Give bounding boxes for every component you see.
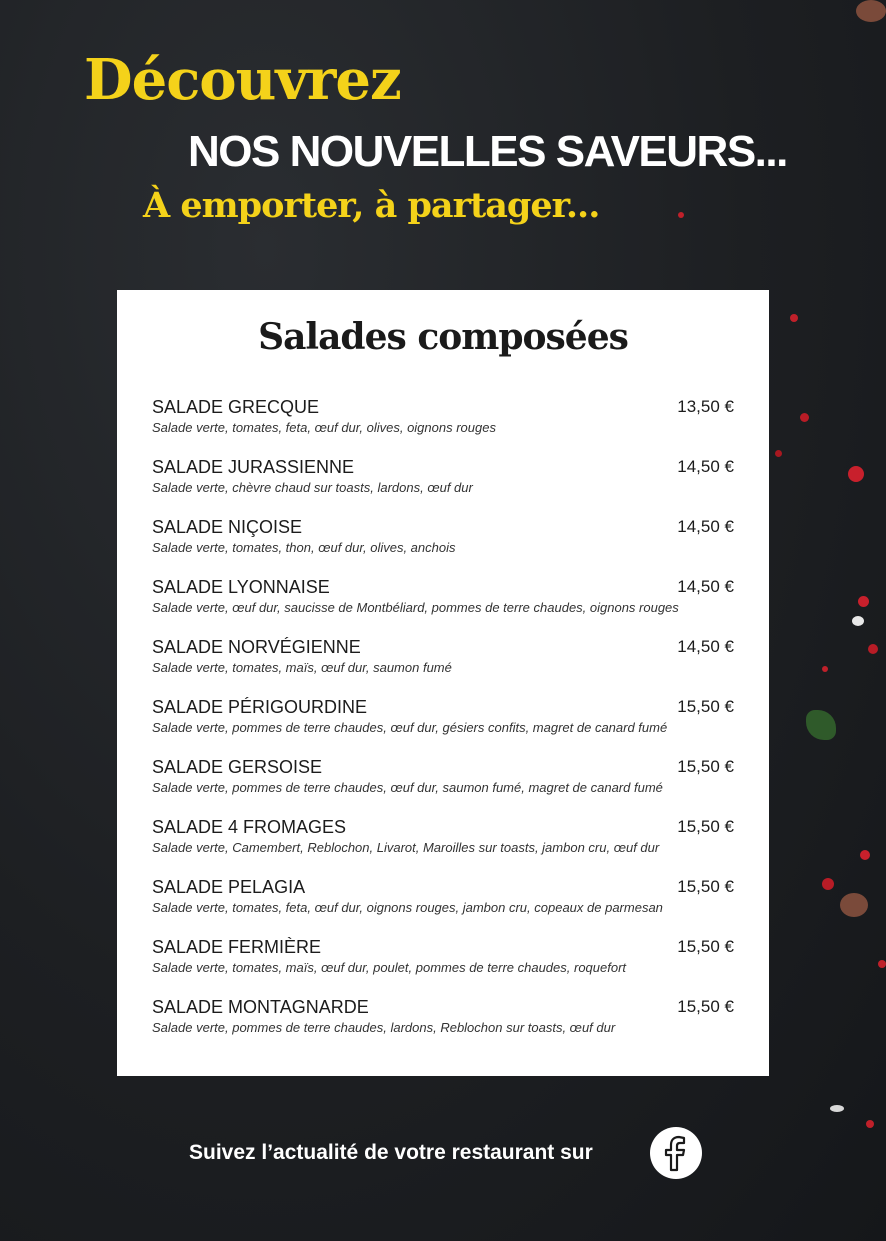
decor-pepper-red (790, 314, 798, 322)
menu-title: Salades composées (258, 316, 628, 358)
item-name: SALADE PÉRIGOURDINE (152, 697, 368, 717)
item-description: Salade verte, tomates, maïs, œuf dur, saumon fumé (152, 660, 452, 675)
item-price: 14,50 € (677, 637, 734, 656)
item-description: Salade verte, œuf dur, saucisse de Montbéliard, pommes de terre chaudes, oignons rouges (152, 600, 679, 615)
item-price: 14,50 € (677, 577, 734, 596)
item-name: SALADE FERMIÈRE (152, 937, 322, 957)
item-description: Salade verte, chèvre chaud sur toasts, lardons, œuf dur (152, 480, 473, 495)
menu-card (117, 290, 769, 1076)
menu-list (152, 396, 734, 1056)
menu-item (152, 456, 734, 516)
item-price: 15,50 € (677, 937, 734, 956)
menu-item (152, 636, 734, 696)
menu-item (152, 996, 734, 1056)
menu-item (152, 516, 734, 576)
decor-peppercorn (856, 0, 886, 22)
item-description: Salade verte, Camembert, Reblochon, Livarot, Maroilles sur toasts, jambon cru, œuf dur (152, 840, 660, 855)
headline-discover: Découvrez (84, 47, 401, 113)
facebook-icon (659, 1133, 693, 1173)
item-name: SALADE LYONNAISE (152, 577, 330, 597)
item-description: Salade verte, tomates, thon, œuf dur, olives, anchois (152, 540, 456, 555)
decor-herb (806, 710, 836, 740)
item-price: 15,50 € (677, 817, 734, 836)
menu-item (152, 876, 734, 936)
item-price: 14,50 € (677, 517, 734, 536)
menu-item (152, 696, 734, 756)
decor-pepper-red (848, 466, 864, 482)
decor-pepper-red (800, 413, 809, 422)
item-name: SALADE PELAGIA (152, 877, 306, 897)
decor-pepper-red (822, 878, 834, 890)
headline-new-flavours: NOS NOUVELLES SAVEURS... (188, 127, 787, 176)
decor-salt (852, 616, 864, 626)
item-name: SALADE MONTAGNARDE (152, 997, 369, 1017)
decor-pepper-red (822, 666, 828, 672)
item-name: SALADE GRECQUE (152, 397, 320, 417)
item-name: SALADE GERSOISE (152, 757, 323, 777)
menu-item (152, 936, 734, 996)
item-price: 13,50 € (677, 397, 734, 416)
footer-follow-text: Suivez l’actualité de votre restaurant sur (189, 1141, 593, 1164)
item-price: 15,50 € (677, 757, 734, 776)
item-name: SALADE JURASSIENNE (152, 457, 355, 477)
facebook-button[interactable] (650, 1127, 702, 1179)
item-description: Salade verte, tomates, feta, œuf dur, olives, oignons rouges (152, 420, 496, 435)
decor-pepper-red (858, 596, 869, 607)
item-description: Salade verte, pommes de terre chaudes, lardons, Reblochon sur toasts, œuf dur (152, 1020, 616, 1035)
decor-pepper-red (775, 450, 782, 457)
menu-item (152, 756, 734, 816)
item-price: 15,50 € (677, 697, 734, 716)
item-price: 15,50 € (677, 877, 734, 896)
decor-salt (830, 1105, 844, 1112)
decor-peppercorn (840, 893, 868, 917)
decor-pepper-red (868, 644, 878, 654)
item-description: Salade verte, pommes de terre chaudes, œuf dur, gésiers confits, magret de canard fumé (152, 720, 668, 735)
item-name: SALADE NORVÉGIENNE (152, 637, 361, 657)
item-price: 14,50 € (677, 457, 734, 476)
headline-takeaway: À emporter, à partager... (143, 185, 600, 226)
item-description: Salade verte, pommes de terre chaudes, œuf dur, saumon fumé, magret de canard fumé (152, 780, 663, 795)
menu-item (152, 396, 734, 456)
decor-pepper-red (878, 960, 886, 968)
item-description: Salade verte, tomates, feta, œuf dur, oignons rouges, jambon cru, copeaux de parmesan (152, 900, 663, 915)
item-description: Salade verte, tomates, maïs, œuf dur, poulet, pommes de terre chaudes, roquefort (152, 960, 627, 975)
decor-pepper-red (678, 212, 684, 218)
item-name: SALADE NIÇOISE (152, 517, 303, 537)
menu-item (152, 576, 734, 636)
item-name: SALADE 4 FROMAGES (152, 817, 347, 837)
decor-pepper-red (860, 850, 870, 860)
menu-item (152, 816, 734, 876)
decor-pepper-red (866, 1120, 874, 1128)
item-price: 15,50 € (677, 997, 734, 1016)
